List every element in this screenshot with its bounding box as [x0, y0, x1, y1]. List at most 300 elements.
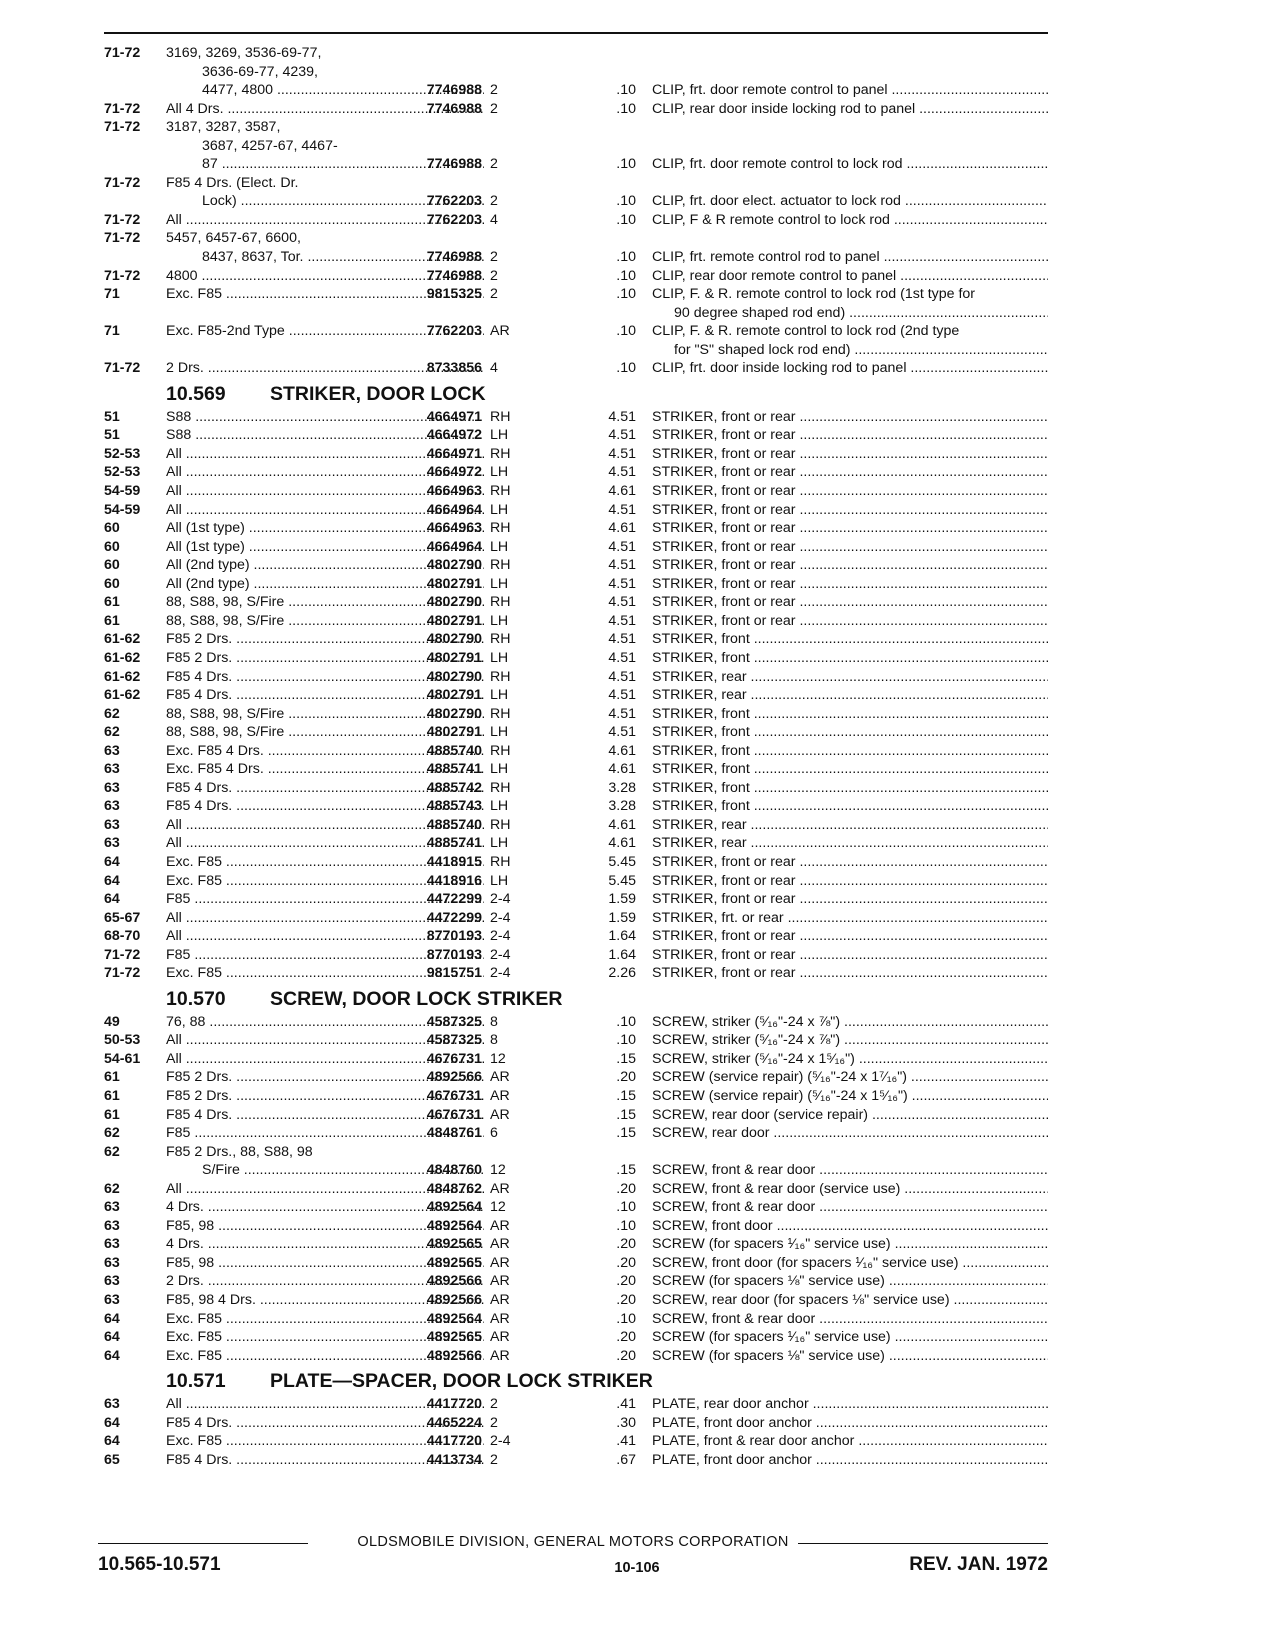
quantity: 2 [490, 156, 498, 173]
part-number: 4848760 [426, 1162, 482, 1179]
table-row [104, 1031, 1048, 1050]
quantity: 2-4 [490, 909, 511, 926]
quantity: 2-4 [490, 891, 511, 908]
description: CLIP, F & R remote control to lock rod ..... [652, 211, 1048, 230]
model-year: 63 [104, 835, 120, 852]
model-year: 60 [104, 520, 120, 537]
part-number: 4802791 [426, 649, 482, 666]
quantity: 2 [490, 267, 498, 284]
description: SCREW, rear door ..... [652, 1124, 1048, 1143]
description: STRIKER, front or rear ..... [652, 575, 1048, 594]
quantity: RH [490, 631, 511, 648]
model-year: 61 [104, 612, 120, 629]
application: F85 4 Drs. (Elect. Dr. [166, 174, 299, 191]
table-row [104, 229, 1048, 248]
description: SCREW (for spacers ⅛" service use) ..... [652, 1347, 1048, 1366]
table-row [104, 1180, 1048, 1199]
quantity: 2 [490, 193, 498, 210]
model-year: 71-72 [104, 965, 141, 982]
description: STRIKER, front ..... [652, 630, 1048, 649]
table-row [104, 630, 1048, 649]
price: 3.28 [608, 798, 636, 815]
application: F85 2 Drs., 88, S88, 98 [166, 1143, 313, 1160]
quantity: 8 [490, 1032, 498, 1049]
table-row [104, 81, 1048, 100]
table-row [104, 1291, 1048, 1310]
top-rule [104, 32, 1048, 34]
section-title: PLATE—SPACER, DOOR LOCK STRIKER [270, 1370, 653, 1393]
price: 4.51 [608, 705, 636, 722]
application: Exc. F85 ..... [166, 1432, 484, 1451]
price: 4.51 [608, 427, 636, 444]
part-number: 4676731 [426, 1087, 482, 1104]
part-number: 7762203 [426, 323, 482, 340]
description: STRIKER, front ..... [652, 797, 1048, 816]
table-row [104, 575, 1048, 594]
model-year: 63 [104, 798, 120, 815]
model-year: 63 [104, 1254, 120, 1271]
quantity: AR [490, 1347, 510, 1364]
price: 4.61 [608, 761, 636, 778]
price: .15 [616, 1162, 636, 1179]
model-year: 61 [104, 1106, 120, 1123]
quantity: RH [490, 557, 511, 574]
application: All ..... [166, 1180, 484, 1199]
table-row [104, 705, 1048, 724]
table-row [104, 946, 1048, 965]
model-year: 54-59 [104, 501, 141, 518]
description: PLATE, front door anchor ..... [652, 1451, 1048, 1470]
description: SCREW, front door (for spacers ¹⁄₁₆" service use) ..... [652, 1254, 1048, 1273]
price: 1.59 [608, 909, 636, 926]
table-row [104, 1347, 1048, 1366]
table-row [104, 463, 1048, 482]
table-row [104, 1050, 1048, 1069]
part-number: 4664971 [426, 445, 482, 462]
description: SCREW (for spacers ¹⁄₁₆" service use) ..... [652, 1328, 1048, 1347]
part-number: 4892564 [426, 1310, 482, 1327]
part-number: 4892564 [426, 1217, 482, 1234]
table-row [104, 118, 1048, 137]
application: F85 2 Drs. ..... [166, 1068, 484, 1087]
model-year: 63 [104, 1292, 120, 1308]
price: .10 [616, 1217, 636, 1234]
part-number: 4892564 [426, 1199, 482, 1216]
description: STRIKER, front or rear ..... [652, 426, 1048, 445]
description: SCREW (for spacers ¹⁄₁₆" service use) ..... [652, 1235, 1048, 1254]
price: 2.26 [608, 965, 636, 982]
model-year: 71-72 [104, 100, 141, 117]
application: 3187, 3287, 3587, [166, 119, 281, 136]
quantity: AR [490, 1106, 510, 1123]
part-number: 4892566 [426, 1347, 482, 1364]
application: F85 2 Drs. ..... [166, 649, 484, 668]
quantity: AR [490, 1217, 510, 1234]
part-number: 4802790 [426, 631, 482, 648]
model-year: 61 [104, 594, 120, 611]
description: STRIKER, front or rear ..... [652, 501, 1048, 520]
model-year: 62 [104, 1180, 120, 1197]
quantity: AR [490, 1180, 510, 1197]
description: SCREW, striker (⁵⁄₁₆"-24 x ⅞") ..... [652, 1013, 1048, 1032]
part-number: 8770193 [426, 928, 482, 945]
quantity: LH [490, 612, 509, 629]
table-row [104, 322, 1048, 341]
quantity: 4 [490, 360, 498, 377]
quantity: RH [490, 779, 511, 796]
price: .20 [616, 1292, 636, 1308]
application: All ..... [166, 211, 484, 230]
model-year: 71 [104, 286, 120, 303]
table-row [104, 174, 1048, 193]
application: 5457, 6457-67, 6600, [166, 230, 301, 247]
model-year: 61-62 [104, 631, 141, 648]
price: .30 [616, 1414, 636, 1431]
section-number: 10.570 [166, 987, 226, 1010]
table-row [104, 1451, 1048, 1470]
price: .10 [616, 211, 636, 228]
model-year: 64 [104, 853, 120, 870]
application: F85 4 Drs. ..... [166, 1414, 484, 1433]
price: 4.51 [608, 408, 636, 425]
part-number: 4802791 [426, 687, 482, 704]
part-number: 4664972 [426, 464, 482, 481]
table-row [104, 1254, 1048, 1273]
application: Lock) ..... [202, 192, 484, 211]
part-number: 4413734 [426, 1451, 482, 1468]
table-row [104, 1272, 1048, 1291]
application: 88, S88, 98, S/Fire ..... [166, 612, 484, 631]
part-number: 8770193 [426, 946, 482, 963]
table-row [104, 742, 1048, 761]
section-header [104, 1365, 1048, 1395]
quantity: RH [490, 408, 511, 425]
price: .15 [616, 1125, 636, 1142]
part-number: 4892565 [426, 1236, 482, 1253]
part-number: 4892566 [426, 1292, 482, 1308]
quantity: LH [490, 501, 509, 518]
application: 4477, 4800 ..... [202, 81, 484, 100]
table-row [104, 1124, 1048, 1143]
price: 4.61 [608, 835, 636, 852]
section-header [104, 983, 1048, 1013]
table-row [104, 1013, 1048, 1032]
description: CLIP, frt. remote control rod to panel ..... [652, 248, 1048, 267]
price: 4.51 [608, 668, 636, 685]
application: All ..... [166, 445, 484, 464]
quantity: 2-4 [490, 1433, 511, 1450]
quantity: 2 [490, 82, 498, 99]
application: Exc. F85 ..... [166, 1310, 484, 1329]
table-row [104, 797, 1048, 816]
application: S/Fire ..... [202, 1161, 484, 1180]
application: All ..... [166, 927, 484, 946]
description: SCREW, rear door (for spacers ⅛" service use) ..... [652, 1291, 1048, 1310]
price: 4.51 [608, 724, 636, 741]
application: F85 4 Drs. ..... [166, 1106, 484, 1125]
description: STRIKER, front ..... [652, 760, 1048, 779]
price: 3.28 [608, 779, 636, 796]
part-number: 4664971 [426, 408, 482, 425]
section-number: 10.569 [166, 382, 226, 405]
table-row [104, 686, 1048, 705]
application: All (1st type) ..... [166, 538, 484, 557]
quantity: 8 [490, 1013, 498, 1030]
table-row [104, 1143, 1048, 1162]
model-year: 64 [104, 872, 120, 889]
table-row [104, 853, 1048, 872]
part-number: 4848761 [426, 1125, 482, 1142]
table-row [104, 816, 1048, 835]
description: STRIKER, front ..... [652, 723, 1048, 742]
model-year: 65-67 [104, 909, 141, 926]
part-number: 4802791 [426, 724, 482, 741]
model-year: 63 [104, 742, 120, 759]
table-row [104, 668, 1048, 687]
description: CLIP, rear door inside locking rod to panel ..... [652, 100, 1048, 119]
application: F85, 98 4 Drs. ..... [166, 1291, 484, 1310]
part-number: 7762203 [426, 211, 482, 228]
part-number: 4892566 [426, 1069, 482, 1086]
part-number: 4676731 [426, 1106, 482, 1123]
model-year: 62 [104, 1143, 120, 1160]
quantity: RH [490, 742, 511, 759]
model-year: 61-62 [104, 687, 141, 704]
quantity: 2 [490, 1414, 498, 1431]
application: F85 ..... [166, 946, 484, 965]
footer-page-number: 10-106 [614, 1560, 660, 1576]
quantity: 2 [490, 100, 498, 117]
part-number: 4417720 [426, 1396, 482, 1413]
part-number: 4676731 [426, 1050, 482, 1067]
price: .10 [616, 1013, 636, 1030]
application: Exc. F85 ..... [166, 285, 484, 304]
description: for "S" shaped lock rod end) ..... [674, 341, 1048, 360]
part-number: 4885741 [426, 761, 482, 778]
quantity: LH [490, 575, 509, 592]
description: CLIP, rear door remote control to panel ..... [652, 267, 1048, 286]
model-year: 54-61 [104, 1050, 141, 1067]
price: .20 [616, 1254, 636, 1271]
application: 88, S88, 98, S/Fire ..... [166, 593, 484, 612]
section-number: 10.571 [166, 1370, 226, 1393]
model-year: 64 [104, 1433, 120, 1450]
description: STRIKER, front or rear ..... [652, 872, 1048, 891]
description: STRIKER, rear ..... [652, 834, 1048, 853]
quantity: 12 [490, 1050, 506, 1067]
description: STRIKER, front or rear ..... [652, 556, 1048, 575]
model-year: 51 [104, 408, 120, 425]
part-number: 8733856 [426, 360, 482, 377]
part-number: 4664972 [426, 427, 482, 444]
table-row [104, 909, 1048, 928]
part-number: 9815325 [426, 286, 482, 303]
table-row [104, 964, 1048, 983]
application: F85 2 Drs. ..... [166, 1087, 484, 1106]
table-row [104, 1068, 1048, 1087]
table-row [104, 538, 1048, 557]
model-year: 71-72 [104, 946, 141, 963]
model-year: 68-70 [104, 928, 141, 945]
model-year: 63 [104, 1199, 120, 1216]
application: 4800 ..... [166, 267, 484, 286]
quantity: LH [490, 687, 509, 704]
table-row [104, 834, 1048, 853]
description: STRIKER, front ..... [652, 705, 1048, 724]
part-number: 4802790 [426, 668, 482, 685]
quantity: LH [490, 798, 509, 815]
quantity: RH [490, 445, 511, 462]
application: F85 ..... [166, 1124, 484, 1143]
description: STRIKER, rear ..... [652, 668, 1048, 687]
parts-catalog [104, 44, 1048, 1469]
price: .15 [616, 1050, 636, 1067]
application: All (1st type) ..... [166, 519, 484, 538]
quantity: 2 [490, 1396, 498, 1413]
table-row [104, 1310, 1048, 1329]
model-year: 71-72 [104, 45, 141, 61]
application: All (2nd type) ..... [166, 556, 484, 575]
price: .20 [616, 1236, 636, 1253]
description: SCREW, front door ..... [652, 1217, 1048, 1236]
quantity: 2-4 [490, 946, 511, 963]
application: Exc. F85-2nd Type ..... [166, 322, 484, 341]
table-row [104, 556, 1048, 575]
model-year: 49 [104, 1013, 120, 1030]
quantity: 6 [490, 1125, 498, 1142]
table-row [104, 248, 1048, 267]
model-year: 51 [104, 427, 120, 444]
description: CLIP, F. & R. remote control to lock rod (2nd type [652, 323, 960, 340]
part-number: 4417720 [426, 1433, 482, 1450]
description: STRIKER, front or rear ..... [652, 927, 1048, 946]
price: .10 [616, 249, 636, 266]
price: 1.59 [608, 891, 636, 908]
table-row [104, 445, 1048, 464]
application: 3687, 4257-67, 4467- [202, 137, 338, 154]
part-number: 4664964 [426, 501, 482, 518]
price: 4.51 [608, 649, 636, 666]
part-number: 7746988 [426, 156, 482, 173]
part-number: 4892565 [426, 1329, 482, 1346]
application: 3636-69-77, 4239, [202, 63, 318, 80]
price: .41 [616, 1396, 636, 1413]
model-year: 52-53 [104, 464, 141, 481]
application: Exc. F85 ..... [166, 964, 484, 983]
quantity: 2 [490, 286, 498, 303]
table-row [104, 519, 1048, 538]
quantity: RH [490, 705, 511, 722]
table-row [104, 100, 1048, 119]
quantity: AR [490, 1087, 510, 1104]
part-number: 4465224 [426, 1414, 482, 1431]
description: PLATE, front door anchor ..... [652, 1414, 1048, 1433]
price: .10 [616, 323, 636, 340]
application: All ..... [166, 909, 484, 928]
application: 76, 88 ..... [166, 1013, 484, 1032]
description: CLIP, frt. door elect. actuator to lock rod ..... [652, 192, 1048, 211]
application: 8437, 8637, Tor. ..... [202, 248, 484, 267]
application: 4 Drs. ..... [166, 1235, 484, 1254]
part-number: 4885741 [426, 835, 482, 852]
application: Exc. F85 4 Drs. ..... [166, 742, 484, 761]
footer-section-range: 10.565-10.571 [98, 1554, 221, 1575]
model-year: 64 [104, 1329, 120, 1346]
description: STRIKER, front or rear ..... [652, 482, 1048, 501]
part-number: 4892566 [426, 1273, 482, 1290]
description: PLATE, rear door anchor ..... [652, 1395, 1048, 1414]
table-row [104, 1432, 1048, 1451]
application: F85 4 Drs. ..... [166, 668, 484, 687]
quantity: AR [490, 1236, 510, 1253]
application: All ..... [166, 834, 484, 853]
price: 1.64 [608, 946, 636, 963]
description: SCREW, front & rear door ..... [652, 1161, 1048, 1180]
application: 87 ..... [202, 155, 484, 174]
description: SCREW, rear door (service repair) ..... [652, 1106, 1048, 1125]
table-row [104, 1414, 1048, 1433]
model-year: 64 [104, 1347, 120, 1364]
section-title: SCREW, DOOR LOCK STRIKER [270, 987, 563, 1010]
application: Exc. F85 ..... [166, 853, 484, 872]
application: F85 2 Drs. ..... [166, 630, 484, 649]
quantity: AR [490, 1254, 510, 1271]
application: Exc. F85 ..... [166, 872, 484, 891]
table-row [104, 649, 1048, 668]
model-year: 60 [104, 575, 120, 592]
model-year: 61 [104, 1087, 120, 1104]
part-number: 4892565 [426, 1254, 482, 1271]
description: SCREW, front & rear door ..... [652, 1198, 1048, 1217]
application: S88 ..... [166, 426, 484, 445]
application: All ..... [166, 816, 484, 835]
quantity: RH [490, 483, 511, 500]
description: STRIKER, rear ..... [652, 816, 1048, 835]
table-row [104, 1106, 1048, 1125]
table-row [104, 1235, 1048, 1254]
table-row [104, 304, 1048, 323]
price: .10 [616, 286, 636, 303]
table-row [104, 267, 1048, 286]
application: F85, 98 ..... [166, 1254, 484, 1273]
price: 5.45 [608, 872, 636, 889]
part-number: 4664964 [426, 538, 482, 555]
description: STRIKER, front or rear ..... [652, 964, 1048, 983]
description: STRIKER, front or rear ..... [652, 946, 1048, 965]
description: STRIKER, front or rear ..... [652, 538, 1048, 557]
table-row [104, 359, 1048, 378]
description: SCREW, front & rear door ..... [652, 1310, 1048, 1329]
application: F85 4 Drs. ..... [166, 1451, 484, 1470]
model-year: 64 [104, 1310, 120, 1327]
description: SCREW, front & rear door (service use) ..... [652, 1180, 1048, 1199]
price: 4.51 [608, 445, 636, 462]
model-year: 71-72 [104, 119, 141, 136]
price: 4.51 [608, 631, 636, 648]
description: SCREW (for spacers ⅛" service use) ..... [652, 1272, 1048, 1291]
model-year: 71-72 [104, 230, 141, 247]
description: STRIKER, front or rear ..... [652, 463, 1048, 482]
table-row [104, 341, 1048, 360]
price: 4.51 [608, 594, 636, 611]
quantity: 2 [490, 1451, 498, 1468]
part-number: 7762203 [426, 193, 482, 210]
application: S88 ..... [166, 408, 484, 427]
part-number: 7746988 [426, 249, 482, 266]
application: F85 4 Drs. ..... [166, 686, 484, 705]
section-header [104, 378, 1048, 408]
description: SCREW, striker (⁵⁄₁₆"-24 x 1⁵⁄₁₆") ..... [652, 1050, 1048, 1069]
